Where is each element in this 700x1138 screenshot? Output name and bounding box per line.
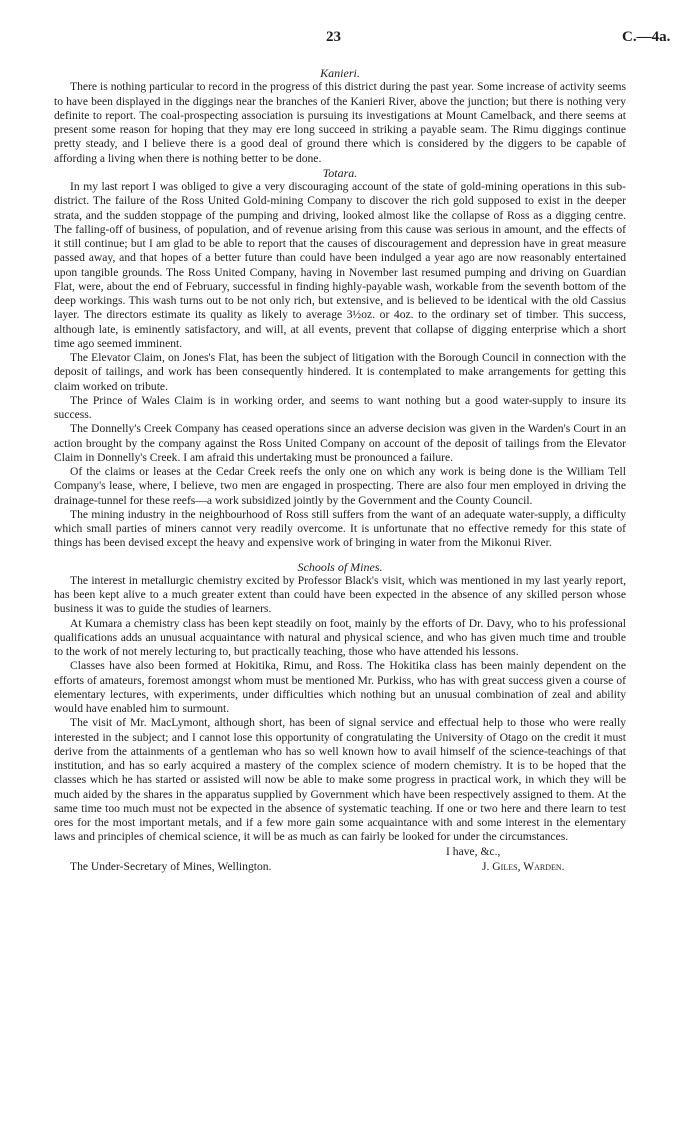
document-body <box>54 66 626 875</box>
addressee: The Under-Secretary of Mines, Wellington. <box>70 859 272 873</box>
paragraph: At Kumara a chemistry class has been kept steadily on foot, mainly by the efforts of Dr. Davy, who to his professional qualifications adds an unusual acquaintance with natural and physical science, and who has given much time and trouble to the work of not merely lecturing to, but practically teaching, those who have attended his lessons. <box>54 616 626 658</box>
closing-block <box>54 845 626 875</box>
section-heading-kanieri: Kanieri. <box>320 66 360 80</box>
paragraph: The Prince of Wales Claim is in working order, and seems to want nothing but a good water-supply to insure its success. <box>54 393 626 421</box>
signature: J. Giles, Warden. <box>482 859 565 873</box>
paragraph: The visit of Mr. MacLymont, although short, has been of signal service and effectual help to those who were really interested in the subject; and I cannot lose this opportunity of congratulating the University of Otago on the credit it must derive from the attainments of a gentleman who has so well known how to avail himself of the science-teachings of that institution, and has so early acquired a mastery of the complex science of modern chemistry. It is to be hoped that the classes which he has started or assisted will now be able to make some progress in practical work, in which they will be much aided by the shares in the apparatus supplied by Government which have been respectively assigned to them. At the same time too much must not be expected in the absence of systematic teaching. If one or two here and there learn to test ores for the most important metals, and if a few more gain some acquaintance with and some interest in the elementary laws and principles of chemical science, it will be as much as can fairly be looked for under the circumstances. <box>54 716 626 844</box>
paragraph: The Elevator Claim, on Jones's Flat, has been the subject of litigation with the Borough Council in connection with the deposit of tailings, and work has been consequently hindered. It is contemplated to make arrangements for getting this claim worked on tribute. <box>54 351 626 393</box>
paragraph: The Donnelly's Creek Company has ceased operations since an adverse decision was given in the Warden's Court in an action brought by the company against the Ross United Company on account of the deposit of tailings from the Elevator Claim in Donnelly's Creek. I am afraid this undertaking must be pronounced a failure. <box>54 422 626 464</box>
paragraph: The mining industry in the neighbourhood of Ross still suffers from the want of an adequate water-supply, a difficulty which small parties of miners cannot very readily overcome. It is unfortunate that no effective remedy for this state of things has been devised except the heavy and expensive work of bringing in water from the Mikonui River. <box>54 507 626 550</box>
section-heading-schools-of-mines: Schools of Mines. <box>297 559 383 574</box>
paragraph: There is nothing particular to record in the progress of this district during the past year. Some increase of activity seems to have been displayed in the diggings near the branches of the Kanieri River, above the junction; but there is nothing very definite to report. The coal-prospecting association is pursuing its investigations at Mount Camelback, and there seems at present some reason for hoping that they may ere long succeed in striking a payable seam. The Rimu diggings continue pretty steady, and I believe there is a good deal of ground there which is considered by the diggers to be capable of affording a living when there is nothing better to be done. <box>54 80 626 165</box>
section-heading-totara: Totara. <box>322 165 358 180</box>
page-number: 23 <box>326 29 341 45</box>
paragraph: The interest in metallurgic chemistry excited by Professor Black's visit, which was mentioned in my last yearly report, has been kept alive to a much greater extent than could have been expected in the absence of any skilled person whose business it was to guide the studies of learners. <box>54 573 626 616</box>
document-reference: C.—4a. <box>622 29 671 45</box>
section-spacer <box>54 551 626 560</box>
paragraph: Classes have also been formed at Hokitika, Rimu, and Ross. The Hokitika class has been mainly dependent on the efforts of amateurs, foremost amongst whom must be mentioned Mr. Purkiss, who has with great success given a course of elementary lectures, with experiments, under difficulties which nothing but an unusual combination of zeal and ability would have enabled him to surmount. <box>54 659 626 715</box>
closing-regards: I have, &c., <box>446 844 501 858</box>
paragraph: In my last report I was obliged to give a very discouraging account of the state of gold-mining operations in this sub-district. The failure of the Ross United Gold-mining Company to discover the rich gold supposed to exist in the deeper strata, and the sudden stoppage of the pumping and driving, looked almost like the collapse of Ross as a digging centre. The falling-off of business, of population, and of revenue arising from this cause was serious in amount, and the effects of it still continue; but I am glad to be able to report that the causes of discouragement and depression have in great measure passed away, and that hopes of a better future than could have been indulged a year ago are now reasonably entertained upon tangible grounds. The Ross United Company, having in November last resumed pumping and driving on Guardian Flat, were, about the end of February, successful in finding highly-payable wash, workable from the seventh bottom of the deep workings. This wash turns out to be not only rich, but extensive, and is believed to be identical with the old Cassius layer. The directors estimate its quality as likely to average 3½oz. or 4oz. to the ordinary set of timber. This success, although late, is eminently satisfactory, and will, at all events, prevent that collapse of digging enterprise which a short time ago seemed imminent. <box>54 180 626 350</box>
paragraph: Of the claims or leases at the Cedar Creek reefs the only one on which any work is being done is the William Tell Company's lease, where, I believe, two men are engaged in prospecting. There are also four men employed in driving the drainage-tunnel for these reefs—a work subsidized jointly by the Government and the County Council. <box>54 465 626 507</box>
page-header <box>0 30 700 48</box>
